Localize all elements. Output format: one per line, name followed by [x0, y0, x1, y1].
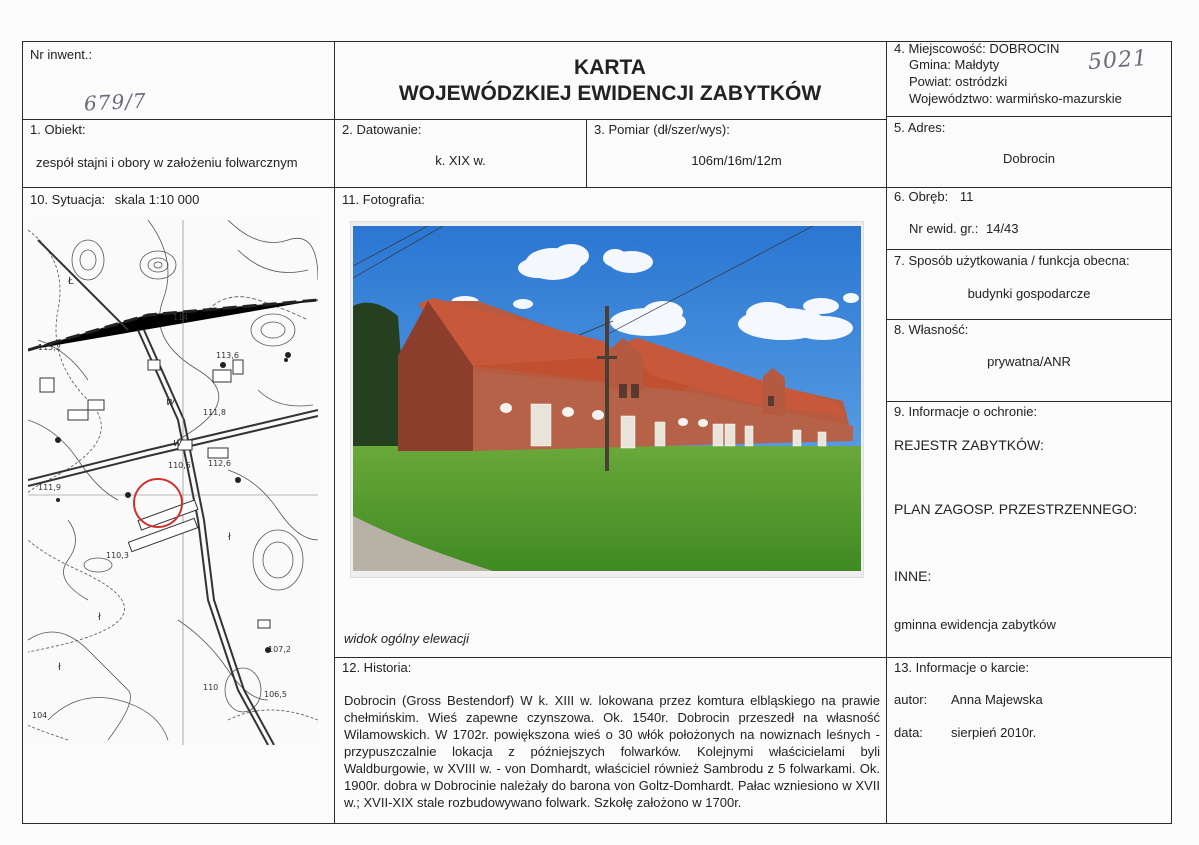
ochrona-label: 9. Informacje o ochronie: [894, 404, 1038, 419]
data-label: data: [894, 725, 923, 740]
divider-h-wlasnosc [886, 401, 1172, 402]
map-label: 111,8 [203, 408, 226, 417]
pomiar-label: 3. Pomiar (dł/szer/wys): [594, 122, 730, 137]
wojewodztwo: Województwo: warmińsko-mazurskie [909, 91, 1122, 106]
adres-value: Dobrocin [1002, 151, 1056, 166]
map-label: 115,2 [38, 343, 61, 352]
locality-label [894, 41, 1059, 56]
plan-label: PLAN ZAGOSP. PRZESTRZENNEGO: [894, 501, 1138, 517]
datowanie-label: 2. Datowanie: [342, 122, 422, 137]
ewid-value: 14/43 [985, 221, 1019, 236]
datowanie-value: k. XIX w. [435, 153, 486, 168]
map-label: ł [98, 612, 101, 623]
divider-h-header [22, 119, 887, 120]
data-value: sierpień 2010r. [951, 725, 1037, 740]
divider-h-header-right [886, 116, 1172, 117]
topographic-map [28, 220, 318, 745]
inne-value: gminna ewidencja zabytków [894, 617, 1056, 632]
fotografia-label: 11. Fotografia: [342, 192, 425, 207]
karta-label: 13. Informacje o karcie: [894, 660, 1030, 675]
handwritten-code: 5021 [1087, 45, 1149, 76]
building-photo [353, 226, 861, 571]
map-label: ł [228, 532, 231, 543]
map-label: 110,3 [106, 551, 129, 560]
autor-label: autor: [894, 692, 928, 707]
historia-text: Dobrocin (Gross Bestendorf) W k. XIII w. lokowana przez komtura elbląskiego na prawie chełmińskim. Wieś zapewne czynszowa. Ok. 1540r. Dobrocin przeszedł na własność Wilamowskich. W 1702r. powiększona wieś o 30 włók położonych na nowiznach leśnych - przypuszczalnie lokacja z późniejszych folwarków. Kolejnymi właścicielami byli Waldburgowie, w XVIII w. - von Domhardt, właściciel również Sambrodu z 5 folwarkami. Ok. 1900r. dobra w Dobrocinie należały do barona von Goltz-Domhardt. Pałac wzniesiono w XVII w.; XVII-XIX stale rozbudowywano folwark. Szkołę założono w 1700r. [344, 693, 880, 810]
wlasnosc-label: 8. Własność: [894, 322, 969, 337]
divider-h-obreb [886, 249, 1172, 250]
map-label: 106,5 [264, 690, 287, 699]
pomiar-value: 106m/16m/12m [691, 153, 782, 168]
inventory-label: Nr inwent.: [30, 47, 93, 62]
map-label: 113,6 [216, 351, 239, 360]
map-label: ł [58, 662, 61, 673]
map-label: 107,2 [268, 645, 291, 654]
locality-value: DOBROCIN [989, 41, 1060, 56]
ewid-label: Nr ewid. gr.: [909, 221, 979, 236]
border-left [22, 41, 23, 824]
map-label: w [173, 436, 182, 449]
divider-h-row1 [22, 187, 1172, 188]
map-label: w [166, 395, 175, 408]
sposob-label: 7. Sposób użytkowania / funkcja obecna: [894, 253, 1130, 268]
sytuacja-label [30, 192, 199, 207]
powiat: Powiat: ostródzki [909, 74, 1008, 89]
rejestr-label: REJESTR ZABYTKÓW: [894, 437, 1044, 453]
ewid-row [909, 221, 1019, 236]
autor-value: Anna Majewska [951, 692, 1043, 707]
border-right [1171, 41, 1172, 824]
gmina: Gmina: Małdyty [909, 57, 1000, 72]
obreb-value: 11 [959, 189, 974, 204]
sytuacja-label-text: 10. Sytuacja: [30, 192, 106, 207]
obiekt-value: zespół stajni i obory w założeniu folwarcznym [36, 155, 298, 170]
sytuacja-scale: skala 1:10 000 [114, 192, 200, 207]
obreb-label [894, 189, 973, 204]
photo-frame [351, 222, 863, 577]
sposob-value: budynki gospodarcze [967, 286, 1091, 301]
border-bottom [22, 823, 1172, 824]
obreb-label-text: 6. Obręb: [894, 189, 949, 204]
map-label: 104 [32, 711, 48, 720]
card-title: KARTA [574, 56, 646, 79]
divider-h-historia [334, 657, 1172, 658]
historia-label: 12. Historia: [342, 660, 412, 675]
divider-h-sposob [886, 319, 1172, 320]
wlasnosc-value: prywatna/ANR [987, 354, 1071, 369]
inne-label: INNE: [894, 568, 932, 584]
locality-label-text: 4. Miejscowość: [894, 41, 986, 56]
map-label: 114 [173, 313, 189, 322]
photo-caption: widok ogólny elewacji [344, 631, 470, 646]
obiekt-label: 1. Obiekt: [30, 122, 86, 137]
map-label: 112,6 [208, 459, 231, 468]
situation-map [28, 220, 318, 745]
map-label: 110,5 [168, 461, 191, 470]
inventory-handwritten: 679/7 [83, 88, 148, 116]
map-label: 111,9 [38, 483, 61, 492]
map-label: 110 [203, 683, 219, 692]
card-subtitle: WOJEWÓDZKIEJ EWIDENCJI ZABYTKÓW [398, 82, 822, 105]
map-label: Ł [68, 276, 74, 287]
adres-label: 5. Adres: [894, 120, 946, 135]
